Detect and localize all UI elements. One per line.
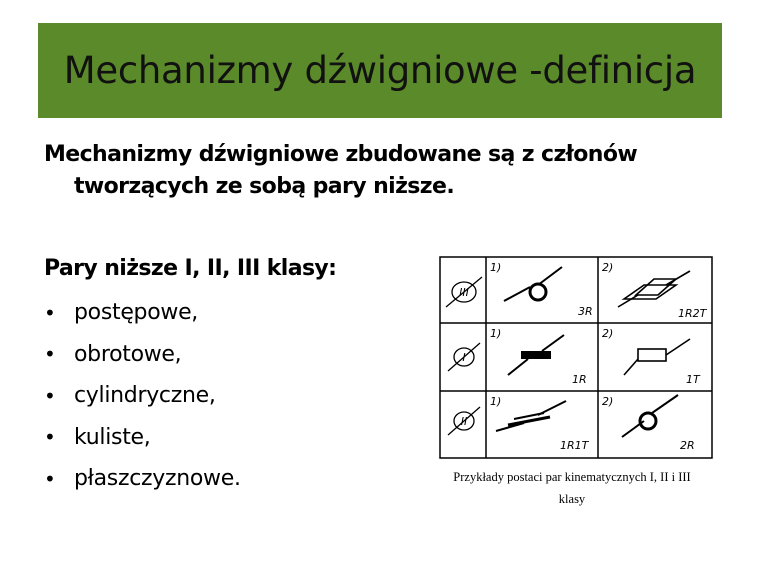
list-item xyxy=(44,417,241,459)
list-item-text: obrotowe, xyxy=(74,341,182,367)
bullet-icon: • xyxy=(44,466,56,491)
caption-line-1: Przykłady postaci par kinematycznych I, II i III xyxy=(453,470,691,484)
intro-line-2: tworzących ze sobą pary niższe. xyxy=(74,174,455,199)
planar-pair-symbol xyxy=(618,271,690,307)
list-item xyxy=(44,458,241,500)
cell-number: 1) xyxy=(490,261,502,274)
list-item xyxy=(44,334,241,376)
cell-number: 2) xyxy=(602,327,614,340)
list-item-text: cylindryczne, xyxy=(74,383,216,409)
kinematic-pairs-figure xyxy=(438,255,714,460)
cell-number: 1) xyxy=(490,327,502,340)
intro-line-1: Mechanizmy dźwigniowe zbudowane są z członów xyxy=(44,142,638,167)
figure-caption xyxy=(414,466,730,510)
slide-title: Mechanizmy dźwigniowe -definicja xyxy=(63,49,697,92)
symbol-label: 1R xyxy=(572,373,587,386)
intro-paragraph xyxy=(44,139,734,203)
symbol-label: 1R1T xyxy=(560,439,589,452)
symbol-label: 3R xyxy=(578,305,593,318)
cylindrical-pair-symbol xyxy=(496,401,566,431)
symbol-label: 1R2T xyxy=(678,307,707,320)
bullet-icon: • xyxy=(44,300,56,325)
class-label: I xyxy=(462,351,466,364)
spherical-pair-symbol xyxy=(622,395,678,437)
prismatic-pair-symbol xyxy=(624,339,690,375)
class-i-marker xyxy=(448,343,480,371)
bullet-icon: • xyxy=(44,383,56,408)
list-item-text: płaszczyznowe. xyxy=(74,466,241,492)
cell-number: 2) xyxy=(602,395,614,408)
bullet-icon: • xyxy=(44,425,56,450)
list-item xyxy=(44,292,241,334)
symbol-label: 2R xyxy=(680,439,695,452)
caption-line-2: klasy xyxy=(558,492,586,506)
list-item xyxy=(44,375,241,417)
spherical-pair-symbol xyxy=(504,267,562,301)
list-item-text: postępowe, xyxy=(74,300,198,326)
title-bar xyxy=(38,23,722,118)
pairs-list xyxy=(44,292,241,500)
bullet-icon: • xyxy=(44,342,56,367)
class-iii-marker xyxy=(446,277,482,307)
symbol-label: 1T xyxy=(686,373,700,386)
pairs-heading: Pary niższe I, II, III klasy: xyxy=(44,256,337,281)
figure-grid xyxy=(440,257,712,458)
class-label: III xyxy=(459,286,469,299)
cell-number: 1) xyxy=(490,395,502,408)
class-label: II xyxy=(460,415,468,428)
cell-number: 2) xyxy=(602,261,614,274)
class-ii-marker xyxy=(448,407,480,435)
revolute-pair-symbol xyxy=(508,335,564,375)
list-item-text: kuliste, xyxy=(74,424,151,450)
